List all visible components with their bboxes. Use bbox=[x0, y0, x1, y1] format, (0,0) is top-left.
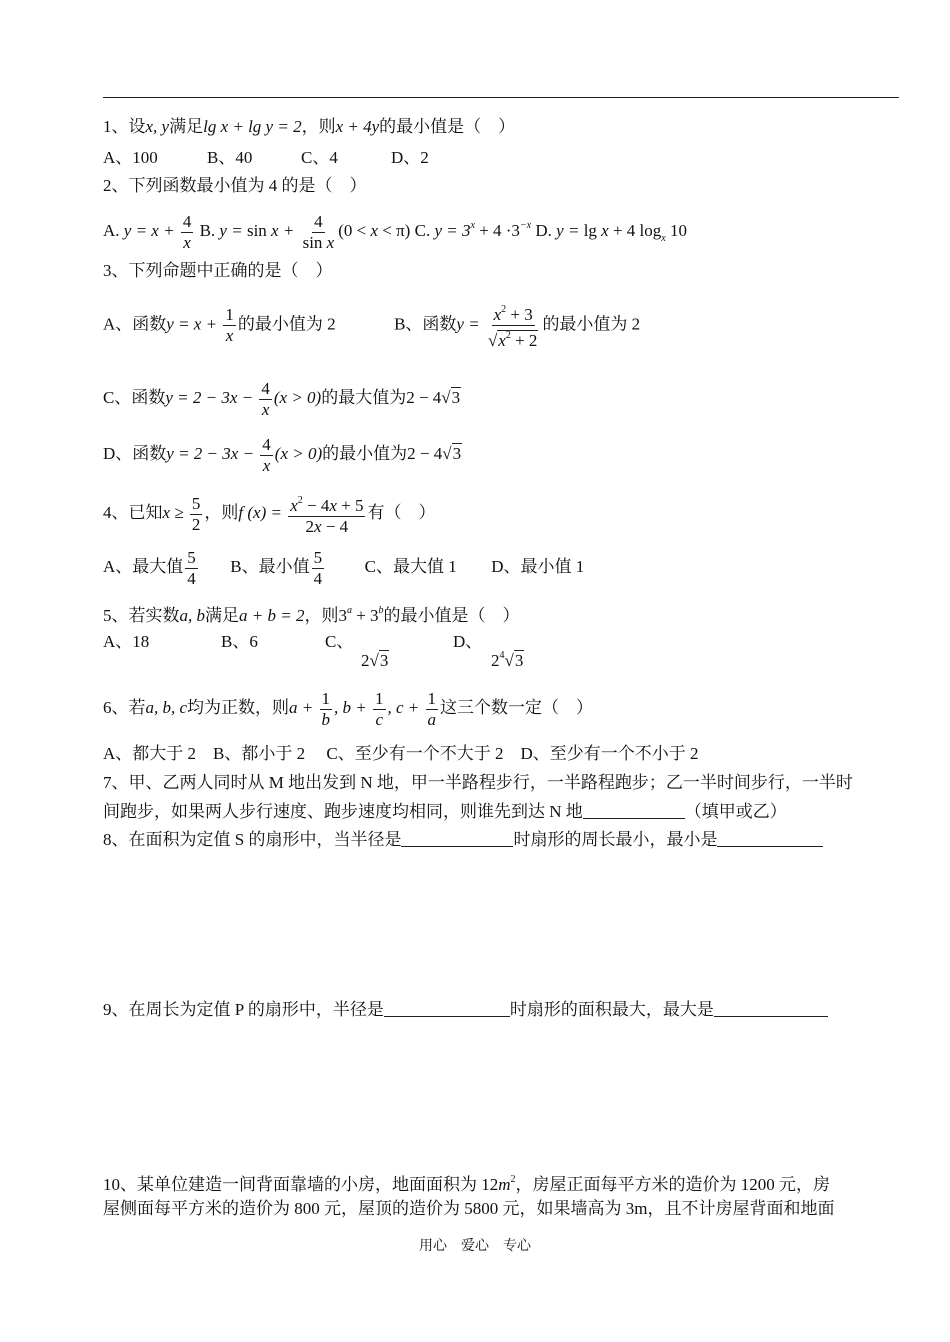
question-7-line2: 间跑步，如果两人步行速度、跑步速度均相同，则谁先到达 N 地 （填甲或乙） bbox=[103, 802, 787, 821]
q1-condition: lg x + lg y = 2 bbox=[203, 117, 302, 136]
q1-option-c: C、4 bbox=[301, 148, 338, 167]
q1-vars: x, y bbox=[145, 117, 170, 136]
q1-option-a: A、100 bbox=[103, 148, 158, 167]
answer-blank[interactable] bbox=[583, 802, 685, 819]
q4-options: A、最大值 $\frac{5}{4}$ B、最小值 $\frac{5}{4}$ C、最大值 1 D、最小值 1 bbox=[103, 547, 585, 588]
answer-blank[interactable] bbox=[401, 830, 513, 847]
q3-option-c: C、函数y = 2 − 3x − $\frac{4}{x}$ (x > 0)的最大值为2 − 4√3 bbox=[103, 378, 461, 419]
q2-options: A. y = x + $\frac{4}{x}$ B. y = sin x + $\frac{4}{\text{sin x}}$ (0 < x < π) C. $y = 3^x + 4 \cdot 3^{-x}$ D. y = lg x + 4 $\log_x 10$ bbox=[103, 211, 687, 252]
header-rule bbox=[103, 97, 899, 98]
question-8: 8、在面积为定值 S 的扇形中，当半径是 时扇形的周长最小，最小是 bbox=[103, 829, 823, 851]
question-2: 2、下列函数最小值为 4 的是（ ） bbox=[103, 176, 367, 195]
q3-option-d: D、函数y = 2 − 3x − $\frac{4}{x}$ (x > 0)的最小值为2 − 4√3 bbox=[103, 434, 462, 475]
q3-option-ab: A、函数y = x + $\frac{1}{x}$ 的最小值为 2 B、函数y = $\frac{x^2 + 3}{√x^2 + 2}$ 的最小值为 2 bbox=[103, 300, 640, 351]
page-footer: 用心 爱心 专心 bbox=[419, 1239, 531, 1254]
question-3: 3、下列命题中正确的是（ ） bbox=[103, 261, 333, 280]
question-5: 5、若实数a, b满足a + b = 2，则$3^a + 3^b$的最小值是（ ） bbox=[103, 605, 520, 625]
question-4: 4、已知x ≥ $\frac{5}{2}$ ，则f (x) = $\frac{x^2 - 4x + 5}{2x - 4}$ 有（ ） bbox=[103, 491, 435, 537]
question-10-line2: 屋侧面每平方米的造价为 800 元，屋顶的造价为 5800 元，如果墙高为 3m，且不计房屋背面和地面 bbox=[103, 1199, 835, 1218]
answer-blank[interactable] bbox=[714, 1000, 828, 1017]
q1-option-b: B、40 bbox=[207, 148, 253, 167]
question-1: 1、设x, y满足lg x + lg y = 2，则x + 4y的最小值是（ ） bbox=[103, 117, 516, 136]
question-10-line1: 10、某单位建造一间背面靠墙的小房，地面面积为 $12m^2$，房屋正面每平方米的造价为 1200 元，房 bbox=[103, 1174, 831, 1194]
q5-options: A、18 B、6 C、 D、 bbox=[103, 632, 483, 651]
q6-options: A、都大于 2 B、都小于 2 C、至少有一个不大于 2 D、至少有一个不小于 2 bbox=[103, 744, 699, 763]
question-9: 9、在周长为定值 P 的扇形中，半径是 时扇形的面积最大，最大是 bbox=[103, 999, 828, 1021]
question-7-line1: 7、甲、乙两人同时从 M 地出发到 N 地，甲一半路程步行，一半路程跑步；乙一半时间步行，一半时 bbox=[103, 773, 853, 792]
q5-option-values: 2√3 $2^4√3$ bbox=[361, 650, 524, 670]
q1-option-d: D、2 bbox=[391, 148, 429, 167]
answer-blank[interactable] bbox=[717, 830, 823, 847]
q1-expression: x + 4y bbox=[335, 117, 380, 136]
answer-blank[interactable] bbox=[384, 1000, 510, 1017]
question-6: 6、若a, b, c均为正数，则a + $\frac{1}{b}$ , b + $\frac{1}{c}$ , c + $\frac{1}{a}$ 这三个数一定（ ） bbox=[103, 688, 594, 729]
q1-options bbox=[103, 147, 429, 169]
